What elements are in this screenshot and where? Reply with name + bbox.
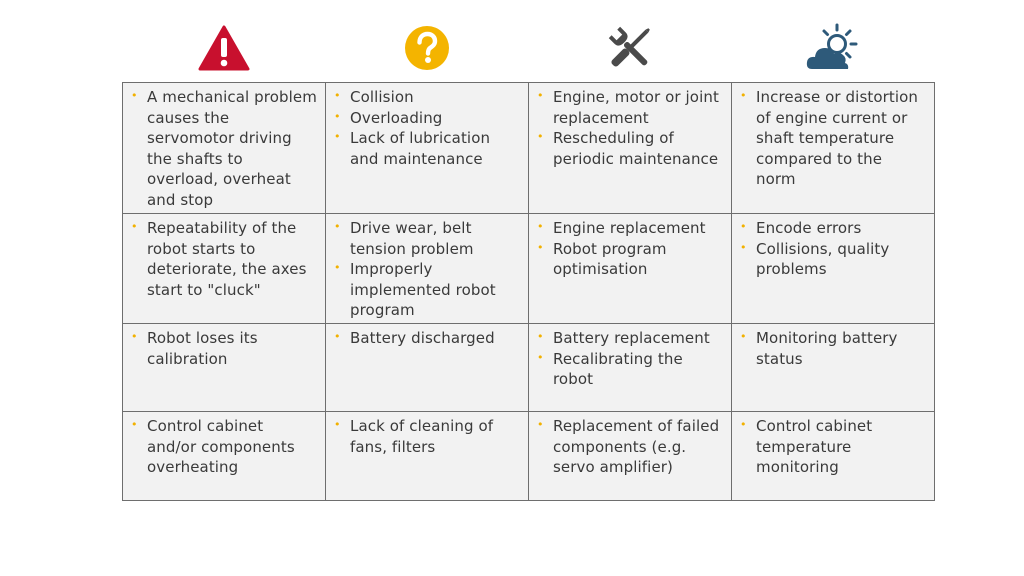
bullet-list — [535, 328, 723, 390]
cause-cell — [326, 412, 529, 501]
list-item: • A mechanical problem causes the servomotor driving the shafts to overload, overheat and stop — [129, 87, 317, 211]
table-row — [123, 214, 935, 324]
warning-icon — [198, 25, 250, 71]
list-item: • Control cabinet and/or components overheating — [129, 416, 317, 478]
bullet-list — [738, 87, 926, 190]
bullet-list — [738, 218, 926, 280]
bullet-list — [332, 87, 520, 169]
table-row — [123, 324, 935, 412]
solution-column-header — [528, 20, 731, 76]
bullet-list — [332, 218, 520, 321]
robot-fault-table — [122, 82, 935, 501]
tools-icon — [605, 23, 655, 73]
cause-column-header — [325, 20, 528, 76]
solution-cell — [529, 214, 732, 324]
list-item: • Increase or distortion of engine current or shaft temperature compared to the norm — [738, 87, 926, 190]
problem-cell — [123, 83, 326, 214]
list-item: • Robot loses its calibration — [129, 328, 317, 369]
bullet-list — [535, 87, 723, 169]
list-item: • Recalibrating the robot — [535, 349, 723, 390]
question-icon — [404, 25, 450, 71]
list-item: • Lack of lubrication and maintenance — [332, 128, 520, 169]
monitoring-cell — [732, 324, 935, 412]
solution-cell — [529, 412, 732, 501]
bullet-list — [332, 416, 520, 457]
list-item: • Replacement of failed components (e.g. servo amplifier) — [535, 416, 723, 478]
list-item: • Engine replacement — [535, 218, 723, 239]
solution-cell — [529, 324, 732, 412]
weather-icon — [806, 23, 860, 73]
bullet-list — [535, 416, 723, 478]
list-item: • Battery discharged — [332, 328, 520, 349]
list-item: • Overloading — [332, 108, 520, 129]
monitoring-cell — [732, 412, 935, 501]
bullet-list — [738, 416, 926, 478]
table-row — [123, 412, 935, 501]
problem-column-header — [122, 20, 325, 76]
bullet-list — [129, 328, 317, 369]
list-item: • Collision — [332, 87, 520, 108]
bullet-list — [129, 87, 317, 211]
bullet-list — [129, 416, 317, 478]
monitoring-cell — [732, 214, 935, 324]
table-row — [123, 83, 935, 214]
problem-cell — [123, 324, 326, 412]
solution-cell — [529, 83, 732, 214]
cause-cell — [326, 324, 529, 412]
bullet-list — [332, 328, 520, 349]
list-item: • Rescheduling of periodic maintenance — [535, 128, 723, 169]
cause-cell — [326, 83, 529, 214]
cause-cell — [326, 214, 529, 324]
list-item: • Encode errors — [738, 218, 926, 239]
list-item: • Engine, motor or joint replacement — [535, 87, 723, 128]
list-item: • Collisions, quality problems — [738, 239, 926, 280]
list-item: • Improperly implemented robot program — [332, 259, 520, 321]
monitoring-column-header — [731, 20, 934, 76]
problem-cell — [123, 214, 326, 324]
list-item: • Lack of cleaning of fans, filters — [332, 416, 520, 457]
icon-header-row — [122, 20, 934, 76]
list-item: • Battery replacement — [535, 328, 723, 349]
monitoring-cell — [732, 83, 935, 214]
bullet-list — [738, 328, 926, 369]
list-item: • Monitoring battery status — [738, 328, 926, 369]
list-item: • Drive wear, belt tension problem — [332, 218, 520, 259]
list-item: • Repeatability of the robot starts to deteriorate, the axes start to "cluck" — [129, 218, 317, 300]
list-item: • Robot program optimisation — [535, 239, 723, 280]
list-item: • Control cabinet temperature monitoring — [738, 416, 926, 478]
bullet-list — [129, 218, 317, 300]
problem-cell — [123, 412, 326, 501]
bullet-list — [535, 218, 723, 280]
table-body — [123, 83, 935, 501]
